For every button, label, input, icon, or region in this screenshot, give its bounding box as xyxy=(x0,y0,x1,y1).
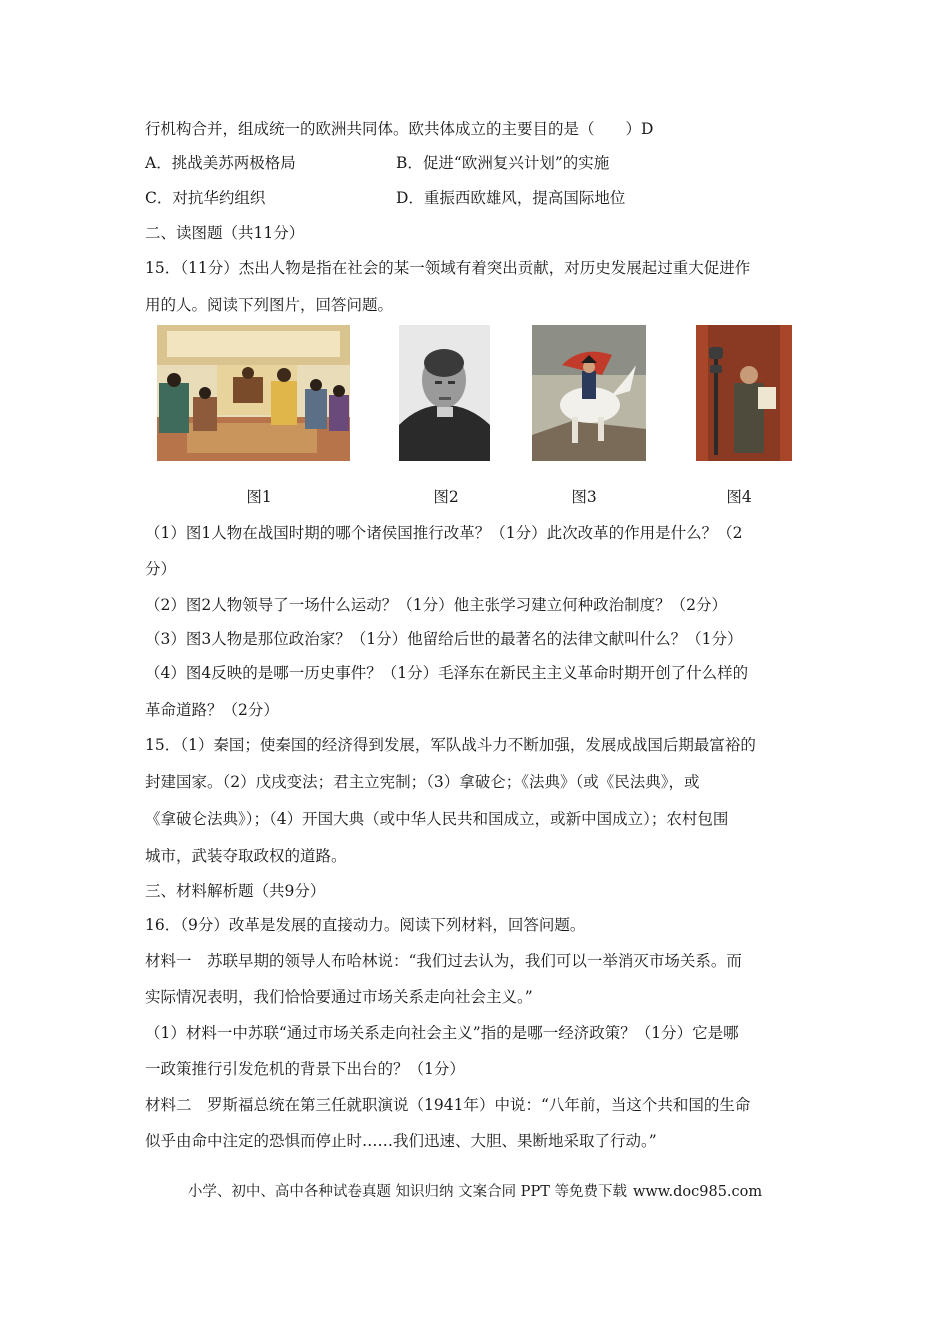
q15-sub3: （3）图3人物是那位政治家？（1分）他留给后世的最著名的法律文献叫什么？（1分） xyxy=(145,630,743,648)
figure-1-caption: 图1 xyxy=(246,488,272,506)
q15-answer-line4: 城市，武装夺取政权的道路。 xyxy=(145,847,347,865)
q16-material1-line1: 材料一 苏联早期的领导人布哈林说：“我们过去认为，我们可以一举消灭市场关系。而 xyxy=(145,952,742,970)
q14-option-d: D．重振西欧雄风，提高国际地位 xyxy=(396,189,626,207)
section2-heading: 二、读图题（共11分） xyxy=(145,224,305,242)
figure-3-caption: 图3 xyxy=(571,488,597,506)
q16-stem: 16．（9分）改革是发展的直接动力。阅读下列材料，回答问题。 xyxy=(145,916,586,934)
q15-sub4-line2: 革命道路？（2分） xyxy=(145,701,279,719)
section3-heading: 三、材料解析题（共9分） xyxy=(145,882,326,900)
q16-material1-line2: 实际情况表明，我们恰恰要通过市场关系走向社会主义。” xyxy=(145,988,533,1006)
footer-url[interactable]: www.doc985.com xyxy=(632,1184,763,1200)
q15-sub4-line1: （4）图4反映的是哪一历史事件？（1分）毛泽东在新民主主义革命时期开创了什么样的 xyxy=(145,664,749,682)
q16-sub1-line1: （1）材料一中苏联“通过市场关系走向社会主义”指的是哪一经济政策？（1分）它是哪 xyxy=(145,1024,739,1042)
q15-answer-line1: 15．（1）秦国；使秦国的经济得到发展，军队战斗力不断加强，发展成战国后期最富裕的 xyxy=(145,736,756,754)
founding-ceremony-photo-icon xyxy=(696,325,792,461)
q15-sub1-line1: （1）图1人物在战国时期的哪个诸侯国推行改革？（1分）此次改革的作用是什么？（2 xyxy=(145,524,743,542)
page-footer xyxy=(0,1180,950,1201)
q14-option-a: A．挑战美苏两极格局 xyxy=(145,154,296,172)
figure-2-caption: 图2 xyxy=(433,488,459,506)
q15-sub2: （2）图2人物领导了一场什么运动？（1分）他主张学习建立何种政治制度？（2分） xyxy=(145,596,727,614)
q15-sub1-line2: 分） xyxy=(145,560,177,578)
figure-4-caption: 图4 xyxy=(726,488,752,506)
q16-sub1-line2: 一政策推行引发危机的背景下出台的？（1分） xyxy=(145,1060,465,1078)
q14-stem-tail: 行机构合并，组成统一的欧洲共同体。欧共体成立的主要目的是（ ）D xyxy=(145,120,654,138)
q15-line2: 用的人。阅读下列图片，回答问题。 xyxy=(145,296,394,314)
napoleon-on-horse-painting-icon xyxy=(532,325,646,461)
q15-answer-line2: 封建国家。（2）戊戌变法；君主立宪制；（3）拿破仑；《法典》（或《民法典》，或 xyxy=(145,773,700,791)
warring-states-court-painting-icon xyxy=(157,325,350,461)
footer-text: 小学、初中、高中各种试卷真题 知识归纳 文案合同 PPT 等免费下载 xyxy=(187,1184,627,1200)
q15-line1: 15．（11分）杰出人物是指在社会的某一领域有着突出贡献，对历史发展起过重大促进作 xyxy=(145,259,751,277)
q16-material2-line1: 材料二 罗斯福总统在第三任就职演说（1941年）中说：“八年前，当这个共和国的生命 xyxy=(145,1096,751,1114)
portrait-photo-icon xyxy=(399,325,490,461)
q16-material2-line2: 似乎由命中注定的恐惧而停止时……我们迅速、大胆、果断地采取了行动。” xyxy=(145,1132,657,1150)
q14-option-c: C．对抗华约组织 xyxy=(145,189,266,207)
q14-option-b: B．促进“欧洲复兴计划”的实施 xyxy=(396,154,610,172)
q15-answer-line3: 《拿破仑法典》）；（4）开国大典（或中华人民共和国成立，或新中国成立）；农村包围 xyxy=(145,810,729,828)
